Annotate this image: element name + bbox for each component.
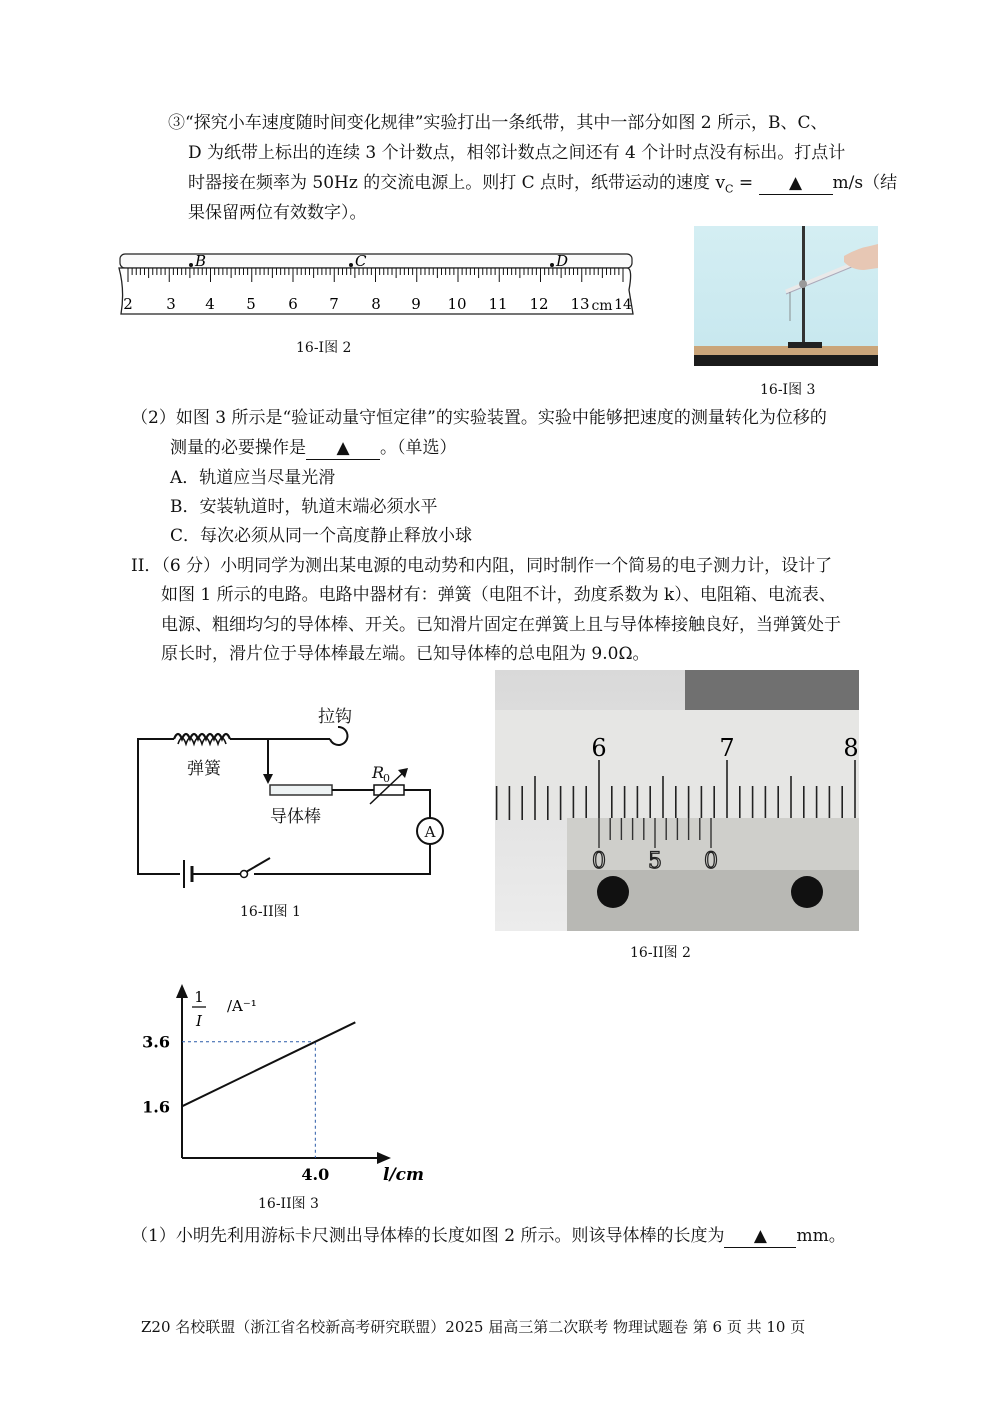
ruler-tick-label: 3: [166, 295, 176, 313]
part2-line2: 如图 1 所示的电路。电路中器材有：弹簧（电阻不计，劲度系数为 k）、电阻箱、电流表、: [161, 585, 836, 605]
part2-line4: 原长时，滑片位于导体棒最左端。已知导体棒的总电阻为 9.0Ω。: [161, 644, 650, 664]
ruler-tick-label: 9: [411, 295, 421, 313]
q2-answer-blank: ▲: [306, 437, 380, 460]
graph-figure: [135, 980, 435, 1210]
ruler-caption: 16-I图 2: [296, 340, 352, 356]
caliper-vernier-label: 0: [592, 849, 606, 874]
point-c-dot: [349, 263, 353, 267]
point-b-dot: [189, 263, 193, 267]
ramp-track-shadow: [786, 264, 859, 294]
page-footer: Z20 名校联盟（浙江省名校新高考研究联盟）2025 届高三第二次联考 物理试题卷 第 6 页 共 10 页: [141, 1318, 806, 1336]
label-r0-subscript: 0: [383, 772, 390, 785]
q2-option-c: C．每次必须从同一个高度静止释放小球: [170, 526, 473, 546]
point-d-label: D: [556, 252, 569, 270]
x-tick-label: 4.0: [301, 1165, 330, 1184]
ruler-tick-label: 14: [614, 297, 632, 313]
part2-q1-unit: mm。: [796, 1226, 846, 1246]
q3-line3-text: 时器接在频率为 50Hz 的交流电源上。则打 C 点时，纸带运动的速度 v: [188, 173, 726, 193]
ruler-tick-label: 4: [205, 295, 215, 313]
y-tick-label: 3.6: [142, 1032, 170, 1052]
caliper-vernier-label: 5: [648, 849, 662, 874]
switch-blade: [246, 858, 270, 872]
part2-line3: 电源、粗细均匀的导体棒、开关。已知滑片固定在弹簧上且与导体棒接触良好，当弹簧处于: [161, 615, 841, 635]
q3-line3-end: m/s（结: [832, 173, 898, 193]
caliper-main-label: 8: [843, 734, 859, 762]
q3-answer-blank: ▲: [759, 172, 833, 195]
caliper-main-label: 7: [719, 734, 735, 762]
ruler-figure: [115, 246, 640, 324]
circuit-caption: 16-II图 1: [240, 904, 301, 920]
wire-left-top: [138, 739, 180, 874]
caliper-main-label: 6: [591, 734, 607, 762]
hook-icon: [330, 727, 347, 745]
q2-option-a: A．轨道应当尽量光滑: [170, 468, 336, 488]
q2-line2: [170, 434, 457, 463]
apparatus-drawing: [694, 226, 878, 366]
table-surface: [694, 354, 878, 366]
label-spring: 弹簧: [187, 759, 221, 779]
y-label-numerator: 1: [194, 988, 204, 1006]
spring-coil-shade: [178, 738, 226, 744]
q3-line4: 果保留两位有效数字）。: [188, 203, 367, 223]
stand-base: [788, 342, 822, 348]
label-r0: R: [372, 763, 385, 782]
ruler-tick-label: 8: [371, 295, 381, 313]
caliper-photo: [495, 670, 859, 931]
wire-ammeter-bottom: [254, 844, 430, 874]
table-edge: [694, 346, 878, 355]
q2-option-b: B．安装轨道时，轨道末端必须水平: [170, 497, 438, 517]
part2-q1-text: （1）小明先利用游标卡尺测出导体棒的长度如图 2 所示。则该导体棒的长度为: [131, 1226, 725, 1246]
ramp-track: [786, 262, 859, 292]
q3-line1: ③“探究小车速度随时间变化规律”实验打出一条纸带，其中一部分如图 2 所示，B、C、: [168, 113, 828, 133]
apparatus-photo: [694, 226, 878, 366]
q3-equals: =: [733, 173, 759, 193]
ruler-tick-label: 11: [488, 295, 508, 313]
point-c-label: C: [355, 252, 367, 270]
q3-line2: D 为纸带上标出的连续 3 个计数点，相邻计数点之间还有 4 个计时点没有标出。打点计: [188, 143, 846, 163]
q2-line1: （2）如图 3 所示是“验证动量守恒定律”的实验装置。实验中能够把速度的测量转化为位移的: [131, 408, 827, 428]
x-axis-arrow-icon: [377, 1152, 391, 1164]
slider-arrow-icon: [263, 774, 273, 784]
part2-q1: [131, 1222, 846, 1251]
label-rod: 导体棒: [270, 807, 321, 827]
y-label-denominator: I: [196, 1012, 202, 1030]
apparatus-caption: 16-I图 3: [760, 382, 816, 398]
caliper-drawing: [495, 670, 859, 931]
point-d-dot: [550, 263, 554, 267]
q3-vc-subscript: C: [725, 182, 734, 196]
part2-q1-answer-blank: ▲: [724, 1225, 796, 1248]
caliper-vernier-label: 0: [704, 849, 718, 874]
x-label: l/cm: [383, 1165, 425, 1185]
label-hook: 拉钩: [318, 707, 352, 727]
data-line: [182, 1022, 355, 1106]
point-b-label: B: [195, 252, 207, 270]
ammeter-label: A: [424, 823, 436, 841]
caliper-caption: 16-II图 2: [630, 945, 691, 961]
clamp: [799, 280, 807, 288]
q2-line2-text: 测量的必要操作是: [170, 438, 306, 458]
ruler-tick-label: 10: [447, 295, 467, 313]
part2-line1: II．（6 分）小明同学为测出某电源的电动势和内阻，同时制作一个简易的电子测力计，设计了: [131, 556, 833, 576]
y-axis-arrow-icon: [176, 984, 188, 998]
circuit-figure: [130, 700, 450, 895]
y-label-unit: /A⁻¹: [227, 997, 257, 1015]
graph-caption: 16-II图 3: [258, 1196, 319, 1212]
wire-r0-ammeter: [404, 790, 430, 818]
conductor-rod: [270, 785, 332, 795]
y-tick-label: 1.6: [142, 1097, 170, 1117]
ruler-tick-label: 6: [288, 295, 298, 313]
ruler-tick-label: 7: [329, 295, 339, 313]
ruler-tick-label: 5: [246, 295, 256, 313]
q2-line2-end: 。（单选）: [380, 438, 457, 458]
ruler-unit-label: cm: [591, 298, 613, 314]
caliper-screw-hole: [597, 876, 629, 908]
ruler-tick-label: 2: [123, 295, 133, 313]
caliper-screw-hole: [791, 876, 823, 908]
ruler-tick-label: 13: [570, 295, 590, 313]
ruler-tick-label: 12: [529, 295, 549, 313]
